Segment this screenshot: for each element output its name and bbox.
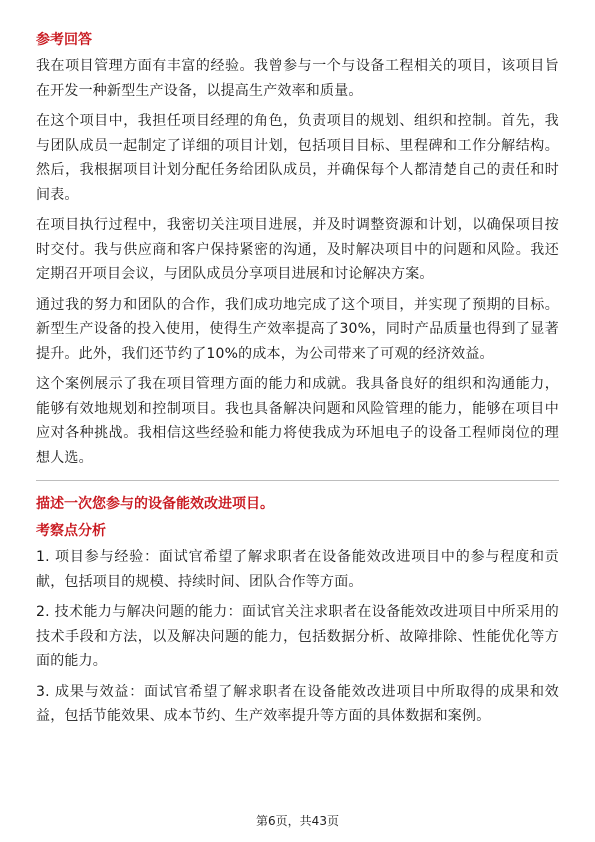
paragraph-4: 通过我的努力和团队的合作，我们成功地完成了这个项目，并实现了预期的目标。新型生产设备的投入使用，使得生产效率提高了30%，同时产品质量也得到了显著提升。此外，我们还节约了10%的成本，为公司带来了可观的经济效益。	[36, 296, 559, 362]
analysis-point-1: 1. 项目参与经验：面试官希望了解求职者在设备能效改进项目中的参与程度和贡献，包括项目的规模、持续时间、团队合作等方面。	[36, 549, 559, 590]
paragraph-5: 这个案例展示了我在项目管理方面的能力和成就。我具备良好的组织和沟通能力，能够有效地规划和控制项目。我也具备解决问题和风险管理的能力，能够在项目中应对各种挑战。我相信这些经验和能力将使我成为环旭电子的设备工程师岗位的理想人选。	[36, 376, 559, 466]
paragraph-3: 在项目执行过程中，我密切关注项目进展，并及时调整资源和计划，以确保项目按时交付。我与供应商和客户保持紧密的沟通，及时解决项目中的问题和风险。我还定期召开项目会议，与团队成员分享项目进展和讨论解决方案。	[36, 217, 559, 282]
interview-question: 描述一次您参与的设备能效改进项目。	[36, 496, 274, 512]
section-heading-reference-answer: 参考回答	[36, 32, 92, 48]
page-content	[36, 30, 559, 735]
section-heading-analysis: 考察点分析	[36, 523, 106, 539]
analysis-point-2: 2. 技术能力与解决问题的能力：面试官关注求职者在设备能效改进项目中所采用的技术手段和方法，以及解决问题的能力，包括数据分析、故障排除、性能优化等方面的能力。	[36, 604, 559, 669]
paragraph-2: 在这个项目中，我担任项目经理的角色，负责项目的规划、组织和控制。首先，我与团队成员一起制定了详细的项目计划，包括项目目标、里程碑和工作分解结构。然后，我根据项目计划分配任务给团队成员，并确保每个人都清楚自己的责任和时间表。	[36, 113, 559, 203]
page-number-footer: 第6页，共43页	[256, 814, 339, 828]
paragraph-1: 我在项目管理方面有丰富的经验。我曾参与一个与设备工程相关的项目，该项目旨在开发一种新型生产设备，以提高生产效率和质量。	[36, 58, 559, 99]
analysis-point-3: 3. 成果与效益：面试官希望了解求职者在设备能效改进项目中所取得的成果和效益，包括节能效果、成本节约、生产效率提升等方面的具体数据和案例。	[36, 683, 559, 724]
section-divider	[36, 480, 559, 481]
